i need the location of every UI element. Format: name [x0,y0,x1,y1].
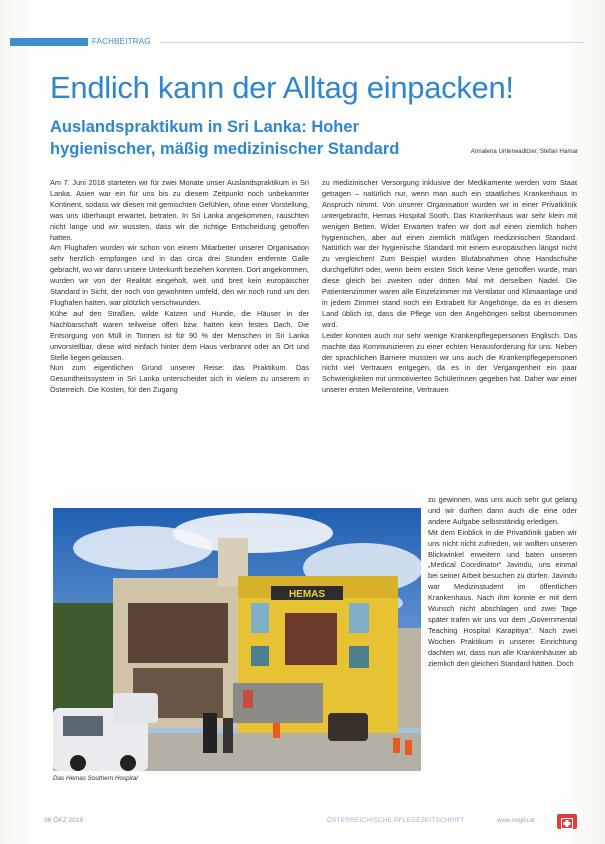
feature-window [285,613,337,665]
text-column-1 [50,178,309,396]
website-link[interactable]: www.oegkv.at [497,817,535,824]
paragraph: Am Flughafen wurden wir schon von einem Mitarbeiter unserer Organisation sehr herzlich empfangen und in das circa drei Stunden entfernte Galle gebracht, wo wir dann unsere Unterkunft beziehen konnten. Dort angekommen, wurden wir von der Realität eingeholt, weit und breit kein europäischer Standard in Sicht, der noch von gewohnten umfeld, den wir noch rund um den Flughafen hatten, war plötzlich verschwunden. [50,243,309,307]
paragraph: zu medizinischer Versorgung inklusive der Medikamente werden vom Staat getragen – natürlich nur, wenn man auch ein staatliches Krankenhaus in Anspruch nimmt. Von unserer Organisation wurden wir in einer Privatklinik untergebracht, Hemas Hospital Sooth. Das Krankenhaus war sehr klein mit wenigen Betten. Wider Erwarten trafen wir dort auf einen ziemlich hohen hygienischen, aber auf einen ziemlich mäßigen medizinischen Standard. Natürlich war der hygienische Standard mit einem europäischen längst nicht zu vergleichen! Zum Beispiel wurden Blutabnahmen ohne Handschuhe durchgeführt oder, wenn beim ersten Stich keine Vene getroffen wurde, man diese gleich bei zweiten oder dritten Mal mit derselben Nadel. Die Patientenzimmer waren alle Einzelzimmer mit Ventilator und Klimaanlage und in jedem Zimmer stand noch ein Extrabett für Angehörige, da es in diesem Land üblich ist, dass die Pflege von den Angehörigen selbst übernommen wird. [322,178,577,329]
paragraph: Leider konnten auch nur sehr wenige Krankenpflegepersonen Englisch. Das machte das Kommunizieren zu einer echten Herausforderung für uns. Neben der sprachlichen Barriere mussten wir uns auch die Krankenpflegepersonen nicht viel Vertrauen entgegen, da es in der Vergangenheit ein paar Schwierigkeiten mit unmotivierten Schülerinnen gegeben hat. Daher war einer unserer ersten Meilensteine, Vertrauen [322,330,577,395]
article-subtitle: Auslandspraktikum in Sri Lanka: Hoher hygienischer, mäßig medizinischer Standard [50,118,400,158]
entrance-sign [243,690,253,708]
section-rubric [10,37,585,47]
window [349,646,369,668]
paragraph: zu gewinnen, was uns auch sehr gut gelang und wir durften dann auch die eine oder andere Aufgabe selbstständig erledigen. [428,495,577,526]
window [349,603,369,633]
magazine-name: ÖSTERREICHISCHE PFLEGEZEITSCHRIFT [327,817,465,824]
paragraph: Nun zum eigentlichen Grund unserer Reise: das Praktikum. Das Gesundheitssystem in Sri Lanka unterscheidet sich in vielem zu unserem in Österreich. Die Kosten, für den Zugang [50,363,309,395]
parked-car [113,693,158,723]
traffic-cone [393,738,400,753]
rubric-label: FACHBEITRAG [92,37,151,46]
article-title: Endlich kann der Alltag einpacken! [50,70,514,105]
right-building [398,628,421,728]
article-authors: Annalena Unterwaditzer, Stefan Hamar [470,148,578,155]
traffic-cone [273,723,280,738]
trees [53,603,113,723]
paragraph: Mit dem Einblick in die Privatklinik gaben wir uns nicht nicht zufrieden, wir wollten unseren Blickwinkel erweitern und baten unseren „Medical Coordinator“ Javindu, uns einmal bei seiner Arbeit besuchen zu dürfen. Javindu war Medizinstudent im öffentlichen Krankenhaus. Nach ihm konnte er mit dem Wunsch nicht abschlagen und zwei Tage später trafen wir uns vor dem „Governmental Teaching Hospital Karapitiya“. Nach zwei Wochen Praktikum in unserer Einrichtung dachten wir, dass nun alle Krankenhäuser ab ziemlich den gleichen Standard hätten. Doch [428,527,577,668]
van-wheel [120,755,136,771]
hospital-sign-text: HEMAS [288,589,326,600]
rubric-rule [160,42,585,43]
window [251,646,269,666]
left-building-floor [128,603,228,663]
text-column-3 [428,495,577,670]
hospital-photo-illustration [53,508,421,771]
paragraph: Am 7. Juni 2018 starteten wir für zwei Monate unser Auslandspraktikum in Sri Lanka. Asien war ein für uns bis zu diesem Zeitpunkt noch unbekannter Kontinent, sodass wir diesen mit gemischten Gefühlen, ohne einer Vorstellung, was uns überhaupt erwartet, betraten. In Sri Lanka angekommen, rauschten nicht lange und wir wussten, dass wir die richtige Entscheidung getroffen hatten. [50,178,309,242]
page-footer [0,814,605,830]
rubric-bar [10,38,88,46]
page-number: 36 ÖKZ 2019 [44,817,84,824]
window [251,603,269,633]
van-wheel [70,755,86,771]
traffic-cone [405,740,412,755]
text-column-2 [322,178,577,396]
photo-caption: Das Hemas Southern Hospital [53,775,138,782]
cloud [173,513,333,553]
cross-icon [561,816,573,827]
paragraph: Kühe auf den Straßen, wilde Katzen und Hunde, die Häuser in der Nachbarschaft waren teilweise offen bzw. hatten kein festes Dach. Die Entsorgung von Müll in Tonnen ist für 90 % der Menschen in Sri Lanka unvorstellbar, diese wird einfach hinter dem Haus verbrannt oder an Ort und Stelle liegen gelassen. [50,308,309,362]
van-window [63,716,103,736]
hospital-photo [53,508,421,771]
dark-car [328,713,368,741]
person [203,713,217,753]
person [223,718,233,753]
red-cross-logo-icon [557,814,577,829]
